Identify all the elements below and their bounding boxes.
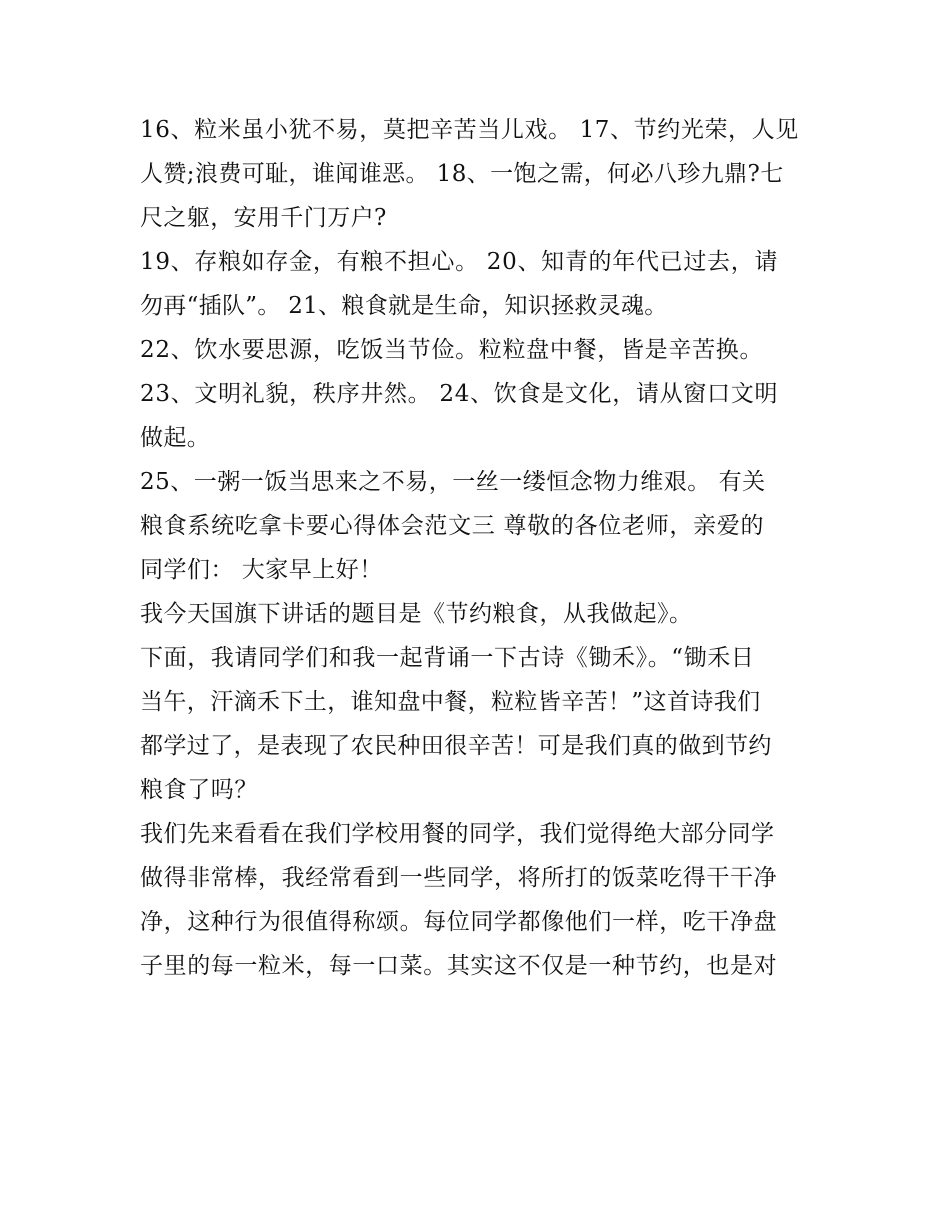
text-line: 做起。 [140, 425, 211, 451]
text-line: 下面，我请同学们和我一起背诵一下古诗《锄禾》。“锄禾日 [140, 645, 755, 671]
text-line: 都学过了，是表现了农民种田很辛苦！可是我们真的做到节约 [140, 733, 772, 759]
text-line: 当午，汗滴禾下土，谁知盘中餐，粒粒皆辛苦！”这首诗我们 [140, 689, 761, 715]
text-line: 粮食了吗？ [140, 777, 258, 803]
text-line: 16、粒米虽小犹不易，莫把辛苦当儿戏。 17、节约光荣，人见 [140, 117, 799, 143]
text-line: 我们先来看看在我们学校用餐的同学，我们觉得绝大部分同学 [140, 821, 775, 847]
document-body [140, 108, 820, 988]
text-line: 尺之躯，安用千门万户? [140, 205, 387, 231]
text-line: 做得非常棒，我经常看到一些同学，将所打的饭菜吃得干干净 [140, 865, 778, 891]
text-line: 19、存粮如存金，有粮不担心。 20、知青的年代已过去，请 [140, 249, 779, 275]
text-line: 勿再“插队”。 21、粮食就是生命，知识拯救灵魂。 [140, 293, 668, 319]
text-line: 25、一粥一饭当思来之不易，一丝一缕恒念物力维艰。 有关 [140, 469, 766, 495]
text-line: 22、饮水要思源，吃饭当节俭。粒粒盘中餐，皆是辛苦换。 [140, 337, 764, 363]
text-line: 粮食系统吃拿卡要心得体会范文三 尊敬的各位老师，亲爱的 [140, 513, 765, 539]
text-line: 子里的每一粒米，每一口菜。其实这不仅是一种节约，也是对 [140, 953, 778, 979]
text-line: 同学们： 大家早上好！ [140, 557, 383, 583]
text-line: 23、文明礼貌，秩序井然。 24、饮食是文化，请从窗口文明 [140, 381, 779, 407]
text-line: 我今天国旗下讲话的题目是《节约粮食，从我做起》。 [140, 601, 693, 627]
text-line: 人赞;浪费可耻，谁闻谁恶。 18、一饱之需，何必八珍九鼎?七 [140, 161, 784, 187]
text-line: 净，这种行为很值得称颂。每位同学都像他们一样，吃干净盘 [140, 909, 778, 935]
